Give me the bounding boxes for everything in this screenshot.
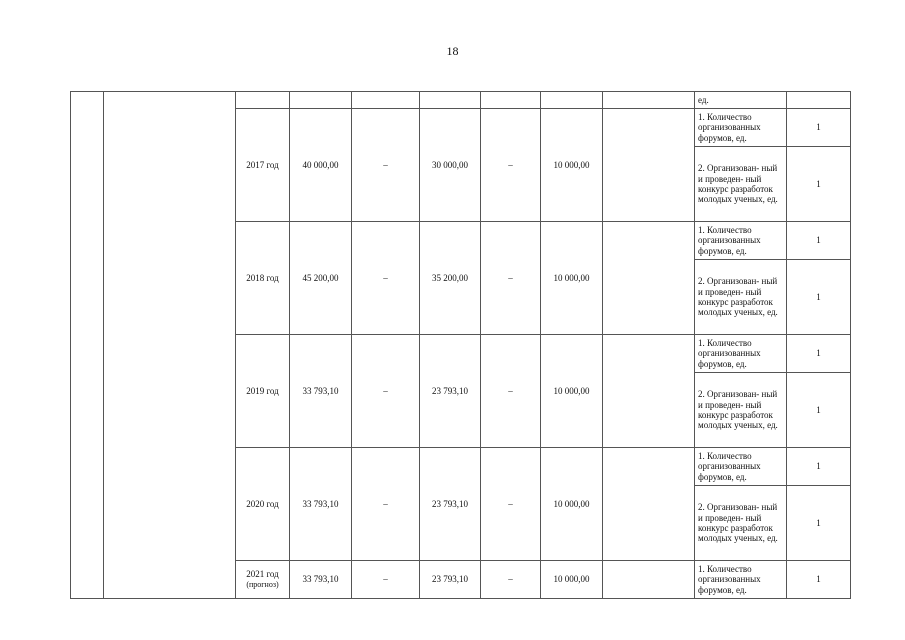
cell-blank <box>71 92 104 599</box>
indicator-value: 1 <box>787 335 851 373</box>
indicator-value: 1 <box>787 486 851 561</box>
indicator-forums: 1. Количество организованных форумов, ед. <box>695 561 787 599</box>
indicator-forums: 1. Количество организованных форумов, ед. <box>695 335 787 373</box>
other-cell: 10 000,00 <box>541 109 603 222</box>
total-cell: 33 793,10 <box>290 335 352 448</box>
cell-empty <box>481 92 541 109</box>
indicator-value: 1 <box>787 561 851 599</box>
indicator-value: 1 <box>787 147 851 222</box>
other-cell: 10 000,00 <box>541 561 603 599</box>
year-label: 2021 год <box>246 569 279 580</box>
year-cell: 2018 год <box>236 222 290 335</box>
cell-empty <box>603 335 695 448</box>
local-cell: – <box>481 222 541 335</box>
federal-cell: – <box>352 561 420 599</box>
local-cell: – <box>481 335 541 448</box>
indicator-contest: 2. Организован- ный и проведен- ный конкурс разработок молодых ученых, ед. <box>695 260 787 335</box>
other-cell: 10 000,00 <box>541 448 603 561</box>
total-cell: 33 793,10 <box>290 561 352 599</box>
indicator-forums: 1. Количество организованных форумов, ед. <box>695 109 787 147</box>
indicator-forums: 1. Количество организованных форумов, ед. <box>695 222 787 260</box>
federal-cell: – <box>352 109 420 222</box>
regional-cell: 35 200,00 <box>420 222 481 335</box>
cell-empty <box>236 92 290 109</box>
year-cell: 2017 год <box>236 109 290 222</box>
regional-cell: 23 793,10 <box>420 335 481 448</box>
table-body <box>71 92 851 599</box>
cell-empty <box>603 222 695 335</box>
total-cell: 45 200,00 <box>290 222 352 335</box>
regional-cell: 30 000,00 <box>420 109 481 222</box>
other-cell: 10 000,00 <box>541 222 603 335</box>
indicator-value: 1 <box>787 448 851 486</box>
indicator-contest: 2. Организован- ный и проведен- ный конкурс разработок молодых ученых, ед. <box>695 486 787 561</box>
year-cell: 2020 год <box>236 448 290 561</box>
forecast-label: (прогноз) <box>246 580 279 590</box>
cell-empty <box>603 109 695 222</box>
local-cell: – <box>481 109 541 222</box>
year-cell <box>236 561 290 599</box>
cell-empty <box>603 561 695 599</box>
indicator-value: 1 <box>787 222 851 260</box>
total-cell: 33 793,10 <box>290 448 352 561</box>
total-cell: 40 000,00 <box>290 109 352 222</box>
regional-cell: 23 793,10 <box>420 561 481 599</box>
cell-empty <box>420 92 481 109</box>
regional-cell: 23 793,10 <box>420 448 481 561</box>
cell-blank <box>104 92 236 599</box>
indicator-forums: 1. Количество организованных форумов, ед. <box>695 448 787 486</box>
year-cell: 2019 год <box>236 335 290 448</box>
table-row-continuation <box>71 92 851 109</box>
cell-empty <box>787 92 851 109</box>
cell-empty <box>290 92 352 109</box>
indicator-value: 1 <box>787 109 851 147</box>
cell-empty <box>603 448 695 561</box>
federal-cell: – <box>352 222 420 335</box>
program-budget-table <box>70 91 851 599</box>
indicator-tail: ед. <box>695 92 787 109</box>
cell-empty <box>541 92 603 109</box>
indicator-value: 1 <box>787 373 851 448</box>
federal-cell: – <box>352 448 420 561</box>
federal-cell: – <box>352 335 420 448</box>
local-cell: – <box>481 561 541 599</box>
cell-empty <box>352 92 420 109</box>
cell-empty <box>603 92 695 109</box>
indicator-contest: 2. Организован- ный и проведен- ный конкурс разработок молодых ученых, ед. <box>695 147 787 222</box>
local-cell: – <box>481 448 541 561</box>
other-cell: 10 000,00 <box>541 335 603 448</box>
indicator-value: 1 <box>787 260 851 335</box>
page-number: 18 <box>446 44 459 58</box>
indicator-contest: 2. Организован- ный и проведен- ный конкурс разработок молодых ученых, ед. <box>695 373 787 448</box>
